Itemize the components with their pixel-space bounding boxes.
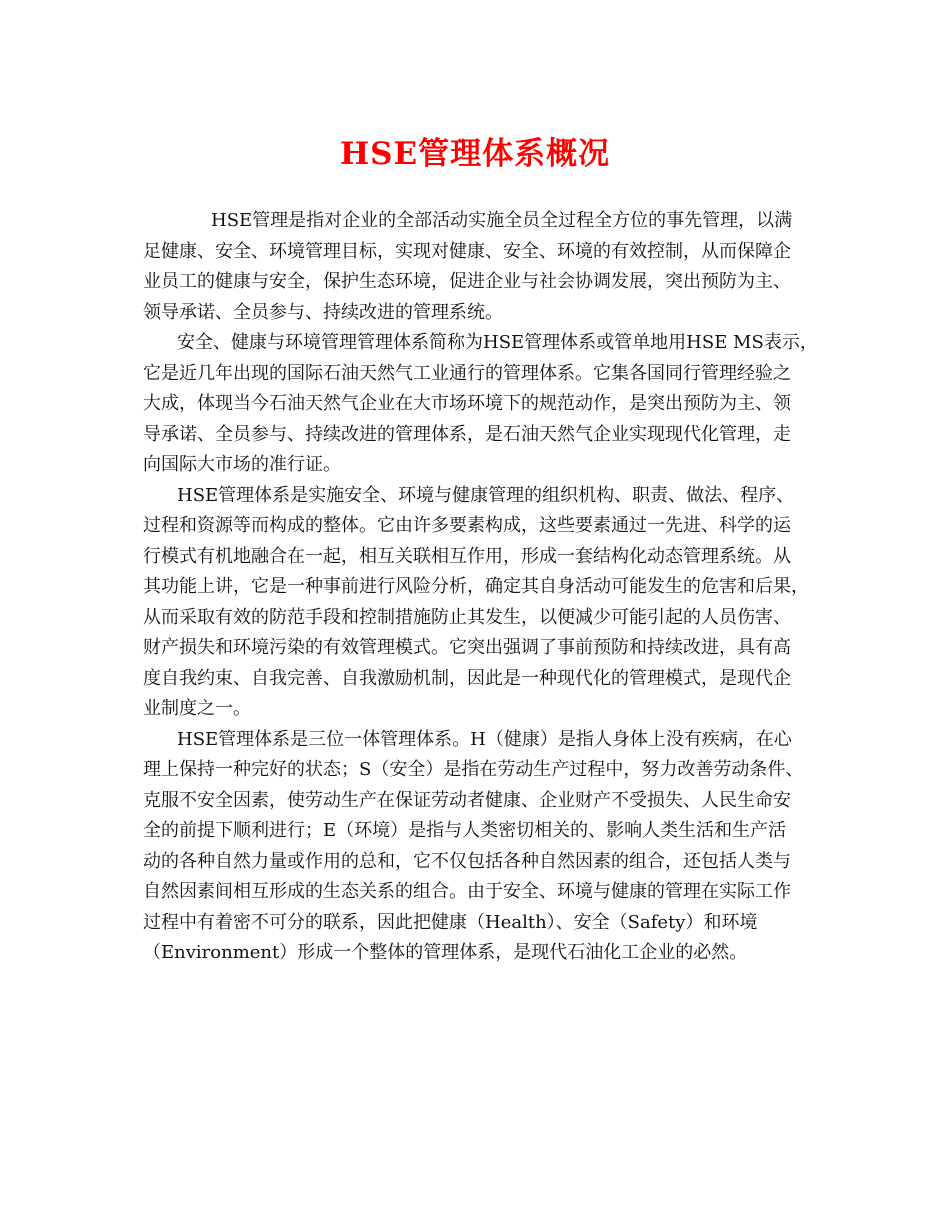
text-line: HSE管理是指对企业的全部活动实施全员全过程全方位的事先管理，以满 [211,210,793,231]
text-line: 从而采取有效的防范手段和控制措施防止其发生，以便减少可能引起的人员伤害、 [143,606,791,628]
text-line: 理上保持一种完好的状态；S（安全）是指在劳动生产过程中，努力改善劳动条件、 [143,759,804,780]
text-line: 过程中有着密不可分的联系，因此把健康（Health）、安全（Safety）和环境 [143,911,758,933]
text-line: 财产损失和环境污染的有效管理模式。它突出强调了事前预防和持续改进，具有高 [143,637,791,658]
text-line: 安全、健康与环境管理管理体系简称为HSE管理体系或管单地用HSE MS表示， [177,332,818,353]
text-line: （Environment）形成一个整体的管理体系，是现代石油化工企业的必然。 [143,942,748,963]
text-line: 业员工的健康与安全，保护生态环境，促进企业与社会协调发展，突出预防为主、 [143,271,791,292]
paragraph-hse-ms [143,328,823,481]
text-line: 过程和资源等而构成的整体。它由许多要素构成，这些要素通过一先进、科学的运 [143,515,791,536]
text-line: 业制度之一。 [143,698,251,719]
text-line: 领导承诺、全员参与、持续改进的管理系统。 [143,301,503,323]
text-line: 导承诺、全员参与、持续改进的管理体系，是石油天然气企业实现现代化管理，走 [143,423,791,445]
text-line: HSE管理体系是三位一体管理体系。H（健康）是指人身体上没有疾病，在心 [177,728,792,750]
text-line: 动的各种自然力量或作用的总和，它不仅包括各种自然因素的组合，还包括人类与 [143,850,791,872]
text-line: 行模式有机地融合在一起，相互关联相互作用，形成一套结构化动态管理系统。从 [143,545,791,567]
document-title: HSE管理体系概况 [339,136,611,172]
text-line: 自然因素间相互形成的生态关系的组合。由于安全、环境与健康的管理在实际工作 [143,881,791,902]
text-line: 足健康、安全、环境管理目标，实现对健康、安全、环境的有效控制，从而保障企 [143,240,791,262]
document-body [143,206,823,969]
text-line: 其功能上讲，它是一种事前进行风险分析，确定其自身活动可能发生的危害和后果， [143,576,809,597]
text-line: HSE管理体系是实施安全、环境与健康管理的组织机构、职责、做法、程序、 [177,484,795,506]
text-line: 向国际大市场的准行证。 [143,454,341,475]
paragraph-hse-trinity [143,725,823,969]
text-line: 克服不安全因素，使劳动生产在保证劳动者健康、企业财产不受损失、人民生命安 [143,789,791,811]
text-line: 它是近几年出现的国际石油天然气工业通行的管理体系。它集各国同行管理经验之 [143,362,791,384]
paragraph-hse-structure [143,481,823,725]
paragraph-hse-definition [143,206,823,328]
text-line: 全的前提下顺利进行；E（环境）是指与人类密切相关的、影响人类生活和生产活 [143,820,787,841]
text-line: 度自我约束、自我完善、自我激励机制，因此是一种现代化的管理模式，是现代企 [143,667,791,689]
text-line: 大成，体现当今石油天然气企业在大市场环境下的规范动作，是突出预防为主、领 [143,393,791,414]
